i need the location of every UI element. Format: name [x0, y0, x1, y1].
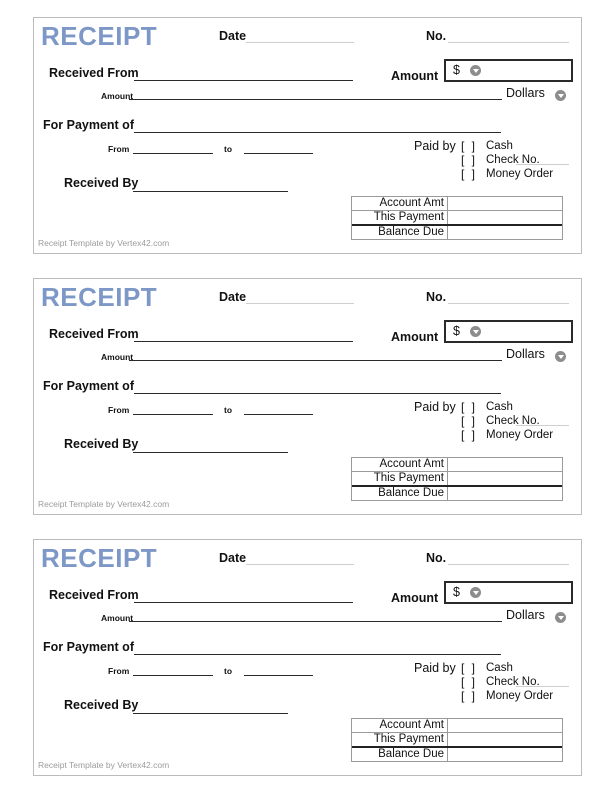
for-payment-label: For Payment of — [43, 640, 134, 654]
money-order-option-label: Money Order — [486, 168, 554, 180]
received-by-label: Received By — [64, 437, 139, 451]
balance-due-label: Balance Due — [378, 748, 444, 760]
received-by-label: Received By — [64, 176, 139, 190]
receipt-title: RECEIPT — [41, 21, 158, 51]
dollars-label: Dollars — [506, 608, 545, 622]
to-label: to — [224, 405, 233, 415]
amount-written-label: Amount — [101, 352, 134, 362]
from-label: From — [108, 666, 130, 676]
money-order-checkbox[interactable]: [ ] — [461, 428, 478, 442]
table-row — [352, 748, 562, 761]
amount-dropdown-icon[interactable] — [470, 65, 481, 76]
balance-due-value-cell[interactable] — [447, 487, 562, 500]
check-no-checkbox[interactable]: [ ] — [461, 675, 478, 689]
number-field-line[interactable] — [448, 303, 569, 304]
number-label: No. — [426, 551, 447, 565]
account-amt-value-cell[interactable] — [447, 719, 562, 732]
received-from-label: Received From — [49, 66, 139, 80]
dollars-dropdown-icon[interactable] — [555, 90, 566, 101]
this-payment-value-cell[interactable] — [447, 211, 562, 224]
table-row — [352, 210, 562, 226]
number-label: No. — [426, 29, 447, 43]
check-no-field-line[interactable] — [516, 164, 569, 165]
dollar-sign: $ — [453, 324, 460, 338]
table-row — [352, 719, 562, 732]
footer-credit: Receipt Template by Vertex42.com — [38, 499, 170, 509]
footer-credit: Receipt Template by Vertex42.com — [38, 760, 170, 770]
check-no-option-label: Check No. — [486, 676, 540, 688]
cash-checkbox[interactable]: [ ] — [461, 139, 478, 153]
received-from-field-line[interactable] — [134, 80, 353, 81]
receipt-form — [33, 539, 582, 776]
for-payment-field-line[interactable] — [134, 654, 501, 655]
received-from-label: Received From — [49, 327, 139, 341]
this-payment-label: This Payment — [373, 472, 444, 484]
dollars-label: Dollars — [506, 347, 545, 361]
received-from-field-line[interactable] — [134, 341, 353, 342]
date-field-line[interactable] — [246, 303, 354, 304]
balance-due-label: Balance Due — [378, 226, 444, 238]
summary-table — [351, 457, 563, 501]
number-field-line[interactable] — [448, 42, 569, 43]
check-no-option-label: Check No. — [486, 415, 540, 427]
received-by-label: Received By — [64, 698, 139, 712]
paid-by-label: Paid by — [414, 661, 456, 675]
received-by-field-line[interactable] — [133, 191, 288, 192]
for-payment-label: For Payment of — [43, 118, 134, 132]
money-order-checkbox[interactable]: [ ] — [461, 167, 478, 181]
cash-checkbox[interactable]: [ ] — [461, 400, 478, 414]
cash-option-label: Cash — [486, 140, 513, 152]
summary-table — [351, 196, 563, 240]
table-row — [352, 471, 562, 487]
amount-written-field-line[interactable] — [129, 360, 502, 361]
this-payment-label: This Payment — [373, 211, 444, 223]
table-row — [352, 197, 562, 210]
cash-option-label: Cash — [486, 662, 513, 674]
dollar-sign: $ — [453, 585, 460, 599]
account-amt-value-cell[interactable] — [447, 458, 562, 471]
account-amt-label: Account Amt — [379, 719, 444, 731]
to-field-line[interactable] — [244, 414, 313, 415]
balance-due-label: Balance Due — [378, 487, 444, 499]
received-from-field-line[interactable] — [134, 602, 353, 603]
receipt-title: RECEIPT — [41, 282, 158, 312]
date-label: Date — [219, 290, 247, 304]
paid-by-label: Paid by — [414, 400, 456, 414]
money-order-option-label: Money Order — [486, 690, 554, 702]
table-row — [352, 487, 562, 500]
amount-label: Amount — [391, 330, 439, 344]
this-payment-value-cell[interactable] — [447, 733, 562, 746]
summary-table — [351, 718, 563, 762]
check-no-option-label: Check No. — [486, 154, 540, 166]
amount-input-box[interactable] — [444, 581, 573, 604]
account-amt-value-cell[interactable] — [447, 197, 562, 210]
dollars-dropdown-icon[interactable] — [555, 612, 566, 623]
to-field-line[interactable] — [244, 153, 313, 154]
receipt-title: RECEIPT — [41, 543, 158, 573]
received-by-field-line[interactable] — [133, 713, 288, 714]
receipt-form — [33, 278, 582, 515]
number-field-line[interactable] — [448, 564, 569, 565]
footer-credit: Receipt Template by Vertex42.com — [38, 238, 170, 248]
from-label: From — [108, 405, 130, 415]
amount-written-label: Amount — [101, 613, 134, 623]
received-by-field-line[interactable] — [133, 452, 288, 453]
amount-written-field-line[interactable] — [129, 99, 502, 100]
from-label: From — [108, 144, 130, 154]
balance-due-value-cell[interactable] — [447, 226, 562, 239]
date-label: Date — [219, 551, 247, 565]
check-no-field-line[interactable] — [516, 425, 569, 426]
receipt-form — [33, 17, 582, 254]
check-no-checkbox[interactable]: [ ] — [461, 153, 478, 167]
cash-option-label: Cash — [486, 401, 513, 413]
check-no-field-line[interactable] — [516, 686, 569, 687]
amount-written-label: Amount — [101, 91, 134, 101]
for-payment-field-line[interactable] — [134, 132, 501, 133]
cash-checkbox[interactable]: [ ] — [461, 661, 478, 675]
from-field-line[interactable] — [133, 414, 213, 415]
amount-written-field-line[interactable] — [129, 621, 502, 622]
to-field-line[interactable] — [244, 675, 313, 676]
amount-dropdown-icon[interactable] — [470, 587, 481, 598]
this-payment-label: This Payment — [373, 733, 444, 745]
amount-input-box[interactable] — [444, 59, 573, 82]
received-from-label: Received From — [49, 588, 139, 602]
table-row — [352, 226, 562, 239]
for-payment-field-line[interactable] — [134, 393, 501, 394]
date-label: Date — [219, 29, 247, 43]
table-row — [352, 458, 562, 471]
account-amt-label: Account Amt — [379, 458, 444, 470]
amount-dropdown-icon[interactable] — [470, 326, 481, 337]
amount-input-box[interactable] — [444, 320, 573, 343]
dollars-label: Dollars — [506, 86, 545, 100]
table-row — [352, 732, 562, 748]
dollars-dropdown-icon[interactable] — [555, 351, 566, 362]
to-label: to — [224, 666, 233, 676]
amount-label: Amount — [391, 69, 439, 83]
account-amt-label: Account Amt — [379, 197, 444, 209]
date-field-line[interactable] — [246, 564, 354, 565]
balance-due-value-cell[interactable] — [447, 748, 562, 761]
money-order-option-label: Money Order — [486, 429, 554, 441]
number-label: No. — [426, 290, 447, 304]
for-payment-label: For Payment of — [43, 379, 134, 393]
from-field-line[interactable] — [133, 153, 213, 154]
to-label: to — [224, 144, 233, 154]
check-no-checkbox[interactable]: [ ] — [461, 414, 478, 428]
paid-by-label: Paid by — [414, 139, 456, 153]
from-field-line[interactable] — [133, 675, 213, 676]
this-payment-value-cell[interactable] — [447, 472, 562, 485]
amount-label: Amount — [391, 591, 439, 605]
date-field-line[interactable] — [246, 42, 354, 43]
dollar-sign: $ — [453, 63, 460, 77]
money-order-checkbox[interactable]: [ ] — [461, 689, 478, 703]
